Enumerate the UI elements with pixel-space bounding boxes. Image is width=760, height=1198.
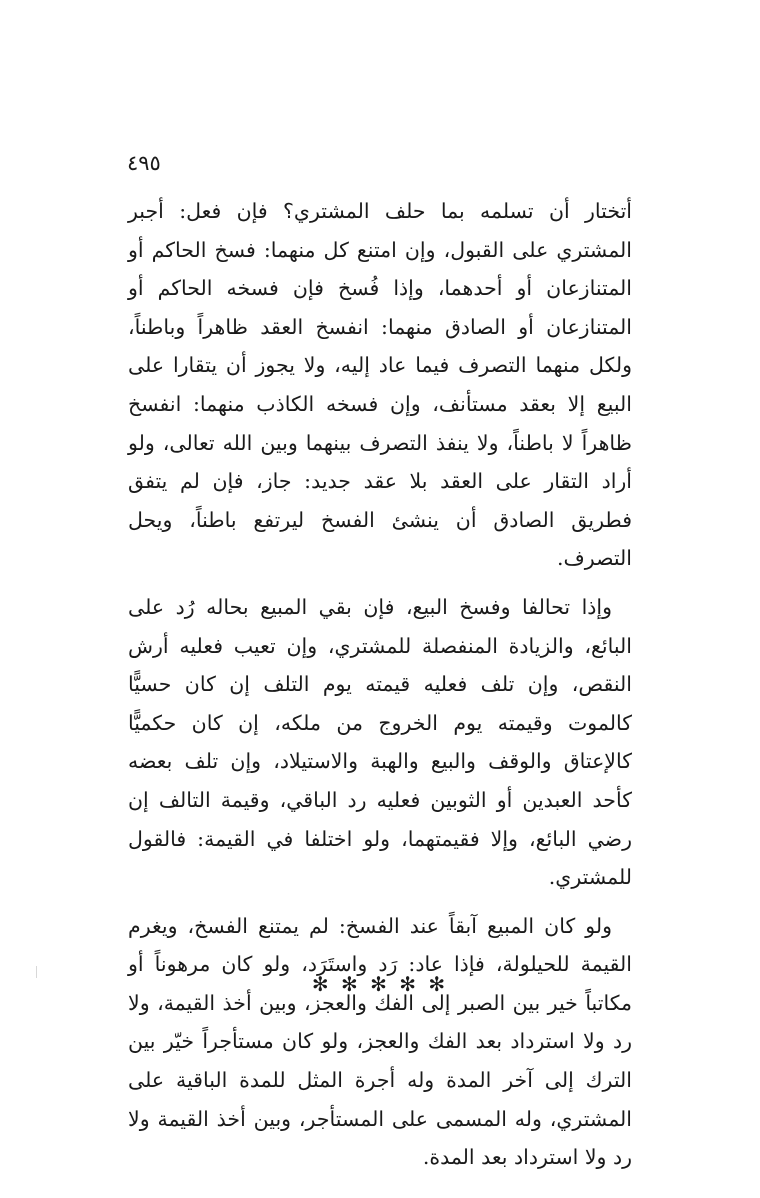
paragraph-2: وإذا تحالفا وفسخ البيع، فإن بقي المبيع بحاله رُد على البائع، والزيادة المنفصلة للمشتري، وإن تعيب فعليه أرش النقص، وإن تلف فعليه قيمته يوم التلف إن كان حسيًّا كالموت وقيمته يوم الخروج من ملكه، إن كان حكميًّا كالإعتاق والوقف والبيع والهبة والاستيلاد، وإن تلف بعضه كأحد العبدين أو الثوبين فعليه رد الباقي، وقيمة التالف إن رضي البائع، وإلا فقيمتهما، ولو اختلفا في القيمة: فالقول للمشتري. [128,594,632,890]
paragraph-3: ولو كان المبيع آبقاً عند الفسخ: لم يمتنع الفسخ، ويغرم القيمة للحيلولة، فإذا عاد: رَد واستَرَد، ولو كان مرهوناً أو مكاتباً خير بين الصبر إلى الفك والعجز، وبين أخذ القيمة، ولا رد ولا استرداد بعد الفك والعجز، ولو كان مستأجراً خيّر بين الترك إلى آخر المدة وله أجرة المثل للمدة الباقية على المشتري، وله المسمى على المستأجر، وبين أخذ القيمة ولا رد ولا استرداد بعد المدة. [128,913,632,1170]
section-separator: ✻ ✻ ✻ ✻ ✻ [311,972,449,996]
body-text [128,192,632,1187]
page-number: ٤٩٥ [127,151,161,175]
paragraph-1: أتختار أن تسلمه بما حلف المشتري؟ فإن فعل: أجبر المشتري على القبول، وإن امتنع كل منهما: فسخ الحاكم أو المتنازعان أو أحدهما، وإذا فُسخ فإن فسخه الحاكم أو المتنازعان أو الصادق منهما: انفسخ العقد ظاهراً وباطناً، ولكل منهما التصرف فيما عاد إليه، ولا يجوز أن يتقارا على البيع إلا بعقد مستأنف، وإن فسخه الكاذب منهما: انفسخ ظاهراً لا باطناً، ولا ينفذ التصرف بينهما وبين الله تعالى، ولو أراد التقار على العقد بلا عقد جديد: جاز، فإن لم يتفق فطريق الصادق أن ينشئ الفسخ ليرتفع باطناً، ويحل التصرف. [128,199,632,571]
margin-mark [36,966,37,978]
